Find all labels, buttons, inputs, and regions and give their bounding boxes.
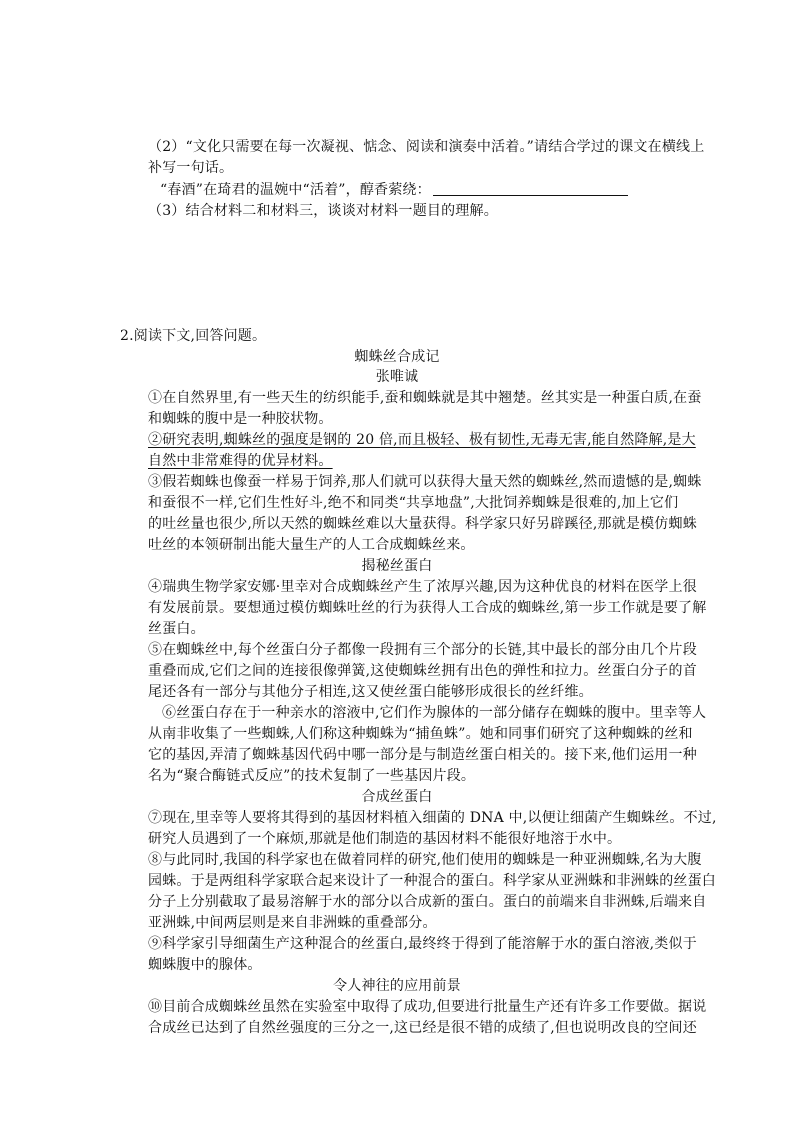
paragraph-3-line1: ③假若蜘蛛也像蚕一样易于饲养,那人们就可以获得大量天然的蜘蛛丝,然而遗憾的是,蜘蛛 (148, 474, 702, 490)
paragraph-2-line2: 自然中非常难得的优异材料。 (148, 453, 333, 469)
paragraph-5-line1: ⑤在蜘蛛丝中,每个丝蛋白分子都像一段拥有三个部分的长链,其中最长的部分由几个片段 (148, 642, 697, 658)
paragraph-5-line2: 重叠而成,它们之间的连接很像弹簧,这使蜘蛛丝拥有出色的弹性和拉力。丝蛋白分子的首 (148, 663, 697, 679)
q2-fill-line (160, 180, 628, 200)
paragraph-5-line3: 尾还各有一部分与其他分子相连,这又使丝蛋白能够形成很长的丝纤维。 (148, 684, 593, 700)
paragraph-8-line1: ⑧与此同时,我国的科学家也在做着同样的研究,他们使用的蜘蛛是一种亚洲蜘蛛,名为大腹 (148, 852, 702, 868)
paragraph-4-line3: 丝蛋白。 (148, 621, 205, 637)
paragraph-1-line1: ①在自然界里,有一些天生的纺织能手,蚕和蜘蛛就是其中翘楚。丝其实是一种蛋白质,在蚕 (148, 390, 702, 406)
article-author: 张唯诚 (375, 369, 419, 385)
q3-prompt: （3）结合材料二和材料三，谈谈对材料一题目的理解。 (148, 203, 498, 219)
paragraph-6-line1: ⑥丝蛋白存在于一种亲水的溶液中,它们作为腺体的一部分储存在蜘蛛的腹中。里幸等人 (162, 705, 707, 721)
paragraph-6-line3: 它的基因,弄清了蜘蛛基因代码中哪一部分是与制造丝蛋白相关的。接下来,他们运用一种 (148, 747, 697, 763)
paragraph-8-line2: 园蛛。于是两组科学家联合起来设计了一种混合的蛋白。科学家从亚洲蛛和非洲蛛的丝蛋白 (148, 873, 716, 889)
paragraph-8-line4: 亚洲蛛,中间两层则是来自非洲蛛的重叠部分。 (148, 915, 437, 931)
paragraph-3-line2: 和蚕很不一样,它们生性好斗,绝不和同类“共享地盘”,大批饲养蜘蛛是很难的,加上它们 (148, 495, 679, 511)
paragraph-10-line1: ⑩目前合成蜘蛛丝虽然在实验室中取得了成功,但要进行批量生产还有许多工作要做。据说 (148, 999, 707, 1015)
paragraph-4-line1: ④瑞典生物学家安娜·里幸对合成蜘蛛丝产生了浓厚兴趣,因为这种优良的材料在医学上很 (148, 579, 697, 595)
paragraph-6-line2: 从南非收集了一些蜘蛛,人们称这种蜘蛛为“捕鱼蛛”。她和同事们研究了这种蜘蛛的丝和 (148, 726, 693, 742)
paragraph-3-line4: 吐丝的本领研制出能大量生产的人工合成蜘蛛丝来。 (148, 537, 475, 553)
paragraph-4-line2: 有发展前景。要想通过模仿蜘蛛吐丝的行为获得人工合成的蜘蛛丝,第一步工作就是要了解 (148, 600, 707, 616)
paragraph-9-line1: ⑨科学家引导细菌生产这种混合的丝蛋白,最终终于得到了能溶解于水的蛋白溶液,类似于 (148, 936, 697, 952)
paragraph-10-line2: 合成丝已达到了自然丝强度的三分之一,这已经是很不错的成绩了,但也说明改良的空间还 (148, 1020, 697, 1036)
paragraph-9-line2: 蜘蛛腹中的腺体。 (148, 957, 262, 973)
paragraph-1-line2: 和蜘蛛的腹中是一种胶状物。 (148, 411, 333, 427)
section-heading-3: 令人神往的应用前景 (333, 978, 461, 994)
paragraph-7-line2: 研究人员遇到了一个麻烦,那就是他们制造的基因材料不能很好地溶于水中。 (148, 831, 622, 847)
section-heading-1: 揭秘丝蛋白 (361, 558, 433, 574)
section-heading-2: 合成丝蛋白 (361, 789, 433, 805)
q2-prompt-line1: （2）“文化只需要在每一次凝视、惦念、阅读和演奏中活着。”请结合学过的课文在横线上 (148, 139, 705, 155)
paragraph-2-line1: ②研究表明,蜘蛛丝的强度是钢的 20 倍,而且极轻、极有韧性,无毒无害,能自然降解,是大 (148, 432, 696, 448)
article-title: 蜘蛛丝合成记 (354, 349, 440, 365)
paragraph-6-line4: 名为“聚合酶链式反应”的技术复制了一些基因片段。 (148, 768, 476, 784)
paragraph-7-line1: ⑦现在,里幸等人要将其得到的基因材料植入细菌的 DNA 中,以便让细菌产生蜘蛛丝。不过, (148, 810, 717, 826)
q2-fill-prompt: “春酒”在琦君的温婉中“活着”，醇香萦绕： (160, 182, 431, 198)
paragraph-3-line3: 的吐丝量也很少,所以天然的蜘蛛丝难以大量获得。科学家只好另辟蹊径,那就是模仿蜘蛛 (148, 516, 697, 532)
question-2-intro: 2.阅读下文,回答问题。 (120, 328, 267, 344)
q2-prompt-line2: 补写一句话。 (148, 160, 234, 176)
answer-blank[interactable] (433, 181, 628, 196)
paragraph-8-line3: 分子上分别截取了最易溶解于水的部分以合成新的蛋白。蛋白的前端来自非洲蛛,后端来自 (148, 894, 707, 910)
